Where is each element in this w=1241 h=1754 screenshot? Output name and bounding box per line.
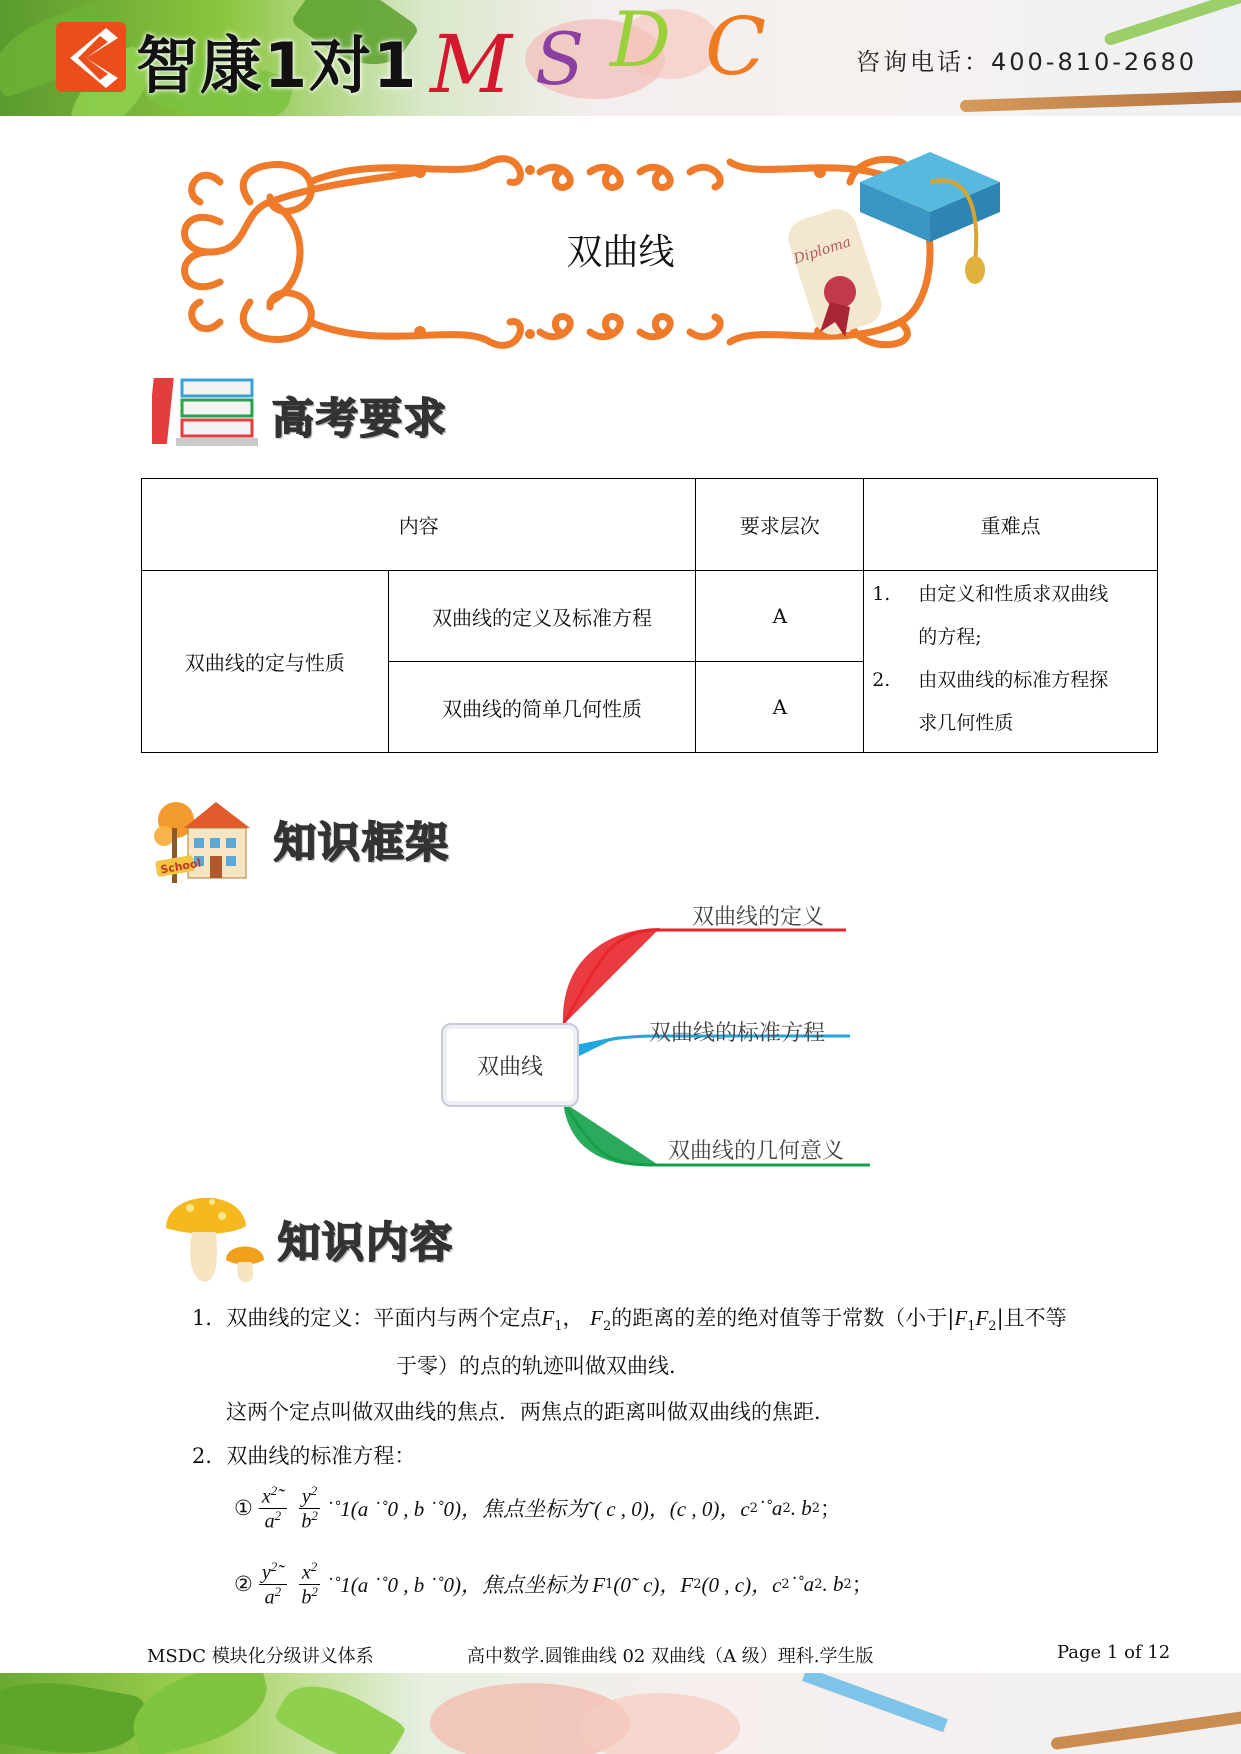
header-banner: [0, 0, 1241, 116]
svg-text:School: School: [159, 856, 203, 877]
knowledge-mindmap: [0, 890, 1241, 1180]
section-title-framework: 知识框架: [274, 818, 451, 867]
content-item-1: 1．双曲线的定义：平面内与两个定点$F_1$， $F_2$的距离的差的绝对值等于常数（小于$|F_1F_2|$且不等: [192, 1306, 1067, 1335]
table-cell-level: A: [696, 662, 864, 753]
mindmap-branch-label: 双曲线的标准方程: [649, 1021, 826, 1046]
msdc-logo-icon: [420, 4, 860, 104]
school-house-icon: [154, 798, 258, 888]
footer-banner: [0, 1673, 1241, 1754]
section-title-content: 知识内容: [278, 1218, 455, 1267]
note-item: 2. 由双曲线的标准方程探 求几何性质: [872, 669, 1109, 734]
svg-text:Diploma: Diploma: [791, 234, 854, 268]
books-icon: [152, 376, 262, 448]
hyperbola-equation-1: ① $\frac{x^2˜}{a^2}$ $\frac{y^2}{b^2}$ ˙˚1(a ˙˚0 , b ˙˚0)，焦点坐标为˜( c , 0)，(c , 0)，c 2 ˙˚a 2 . b 2 ；: [234, 1483, 841, 1533]
table-cell-item: 双曲线的简单几何性质: [388, 662, 696, 753]
table-group-label: 双曲线的定与性质: [142, 571, 389, 753]
pencil-icon: [960, 90, 1241, 112]
table-cell-notes: [864, 571, 1158, 753]
table-header: 内容: [142, 479, 696, 571]
footer-series: MSDC 模块化分级讲义体系: [147, 1646, 374, 1667]
table-cell-item: 双曲线的定义及标准方程: [388, 571, 696, 662]
content-item-1-continuation: 于零）的点的轨迹叫做双曲线．: [396, 1354, 690, 1378]
table-header: 要求层次: [696, 479, 864, 571]
mindmap-branch-label: 双曲线的几何意义: [668, 1139, 845, 1164]
mindmap-center-node: 双曲线: [441, 1023, 579, 1107]
msdc-letter-d: D: [610, 4, 671, 84]
note-item: 1. 由定义和性质求双曲线 的方程;: [872, 583, 1109, 648]
section-title-requirements: 高考要求: [272, 394, 449, 443]
hotline-phone: 咨询电话：400-810-2680: [855, 48, 1197, 76]
brand-name: 智康1对1: [136, 29, 419, 102]
page-title: 双曲线: [566, 232, 675, 273]
table-cell-level: A: [696, 571, 864, 662]
footer-course: 高中数学.圆锥曲线 02 双曲线（A 级）理科.学生版: [467, 1646, 874, 1667]
table-header: 重难点: [864, 479, 1158, 571]
pencil-icon: [1103, 0, 1241, 47]
content-item-2: 2．双曲线的标准方程：: [192, 1444, 416, 1468]
requirements-table: [141, 478, 1158, 753]
brand-logo-icon: [56, 22, 126, 92]
msdc-letter-c: C: [705, 4, 767, 93]
hyperbola-equation-2: ② $\frac{y^2˜}{a^2}$ $\frac{x^2}{b^2}$ ˙˚1(a ˙˚0 , b ˙˚0)，焦点坐标为 F 1 (0˜ c)，F 2 (0 , c)，c 2 ˙˚a 2 . b 2 ；: [234, 1559, 873, 1609]
mindmap-branch-label: 双曲线的定义: [692, 905, 825, 930]
footer-page-number: Page 1 of 12: [1057, 1642, 1171, 1663]
msdc-letter-s: S: [535, 17, 585, 101]
msdc-letter-m: M: [430, 18, 512, 104]
content-item-1-note: 这两个定点叫做双曲线的焦点．两焦点的距离叫做双曲线的焦距．: [226, 1400, 835, 1424]
mushroom-icon: [160, 1186, 270, 1286]
